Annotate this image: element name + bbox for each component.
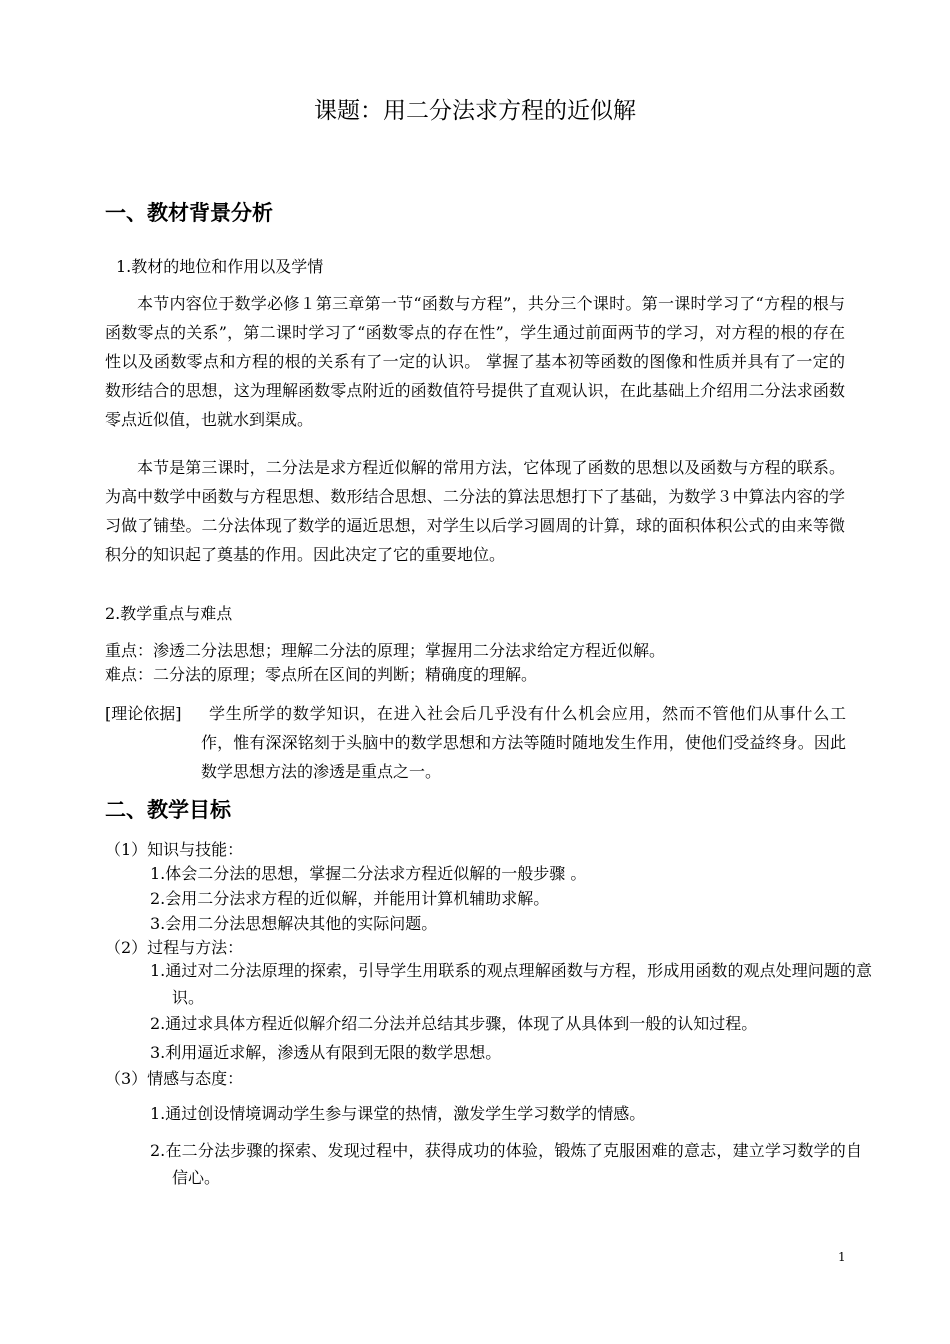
document-title: 课题：用二分法求方程的近似解 <box>314 98 636 124</box>
goal-group-label-process: （2）过程与方法： <box>105 938 244 957</box>
goal-group-label-knowledge: （1）知识与技能： <box>105 840 244 859</box>
section-heading-objectives: 二、教学目标 <box>105 798 231 822</box>
paragraph-background-2: 本节是第三课时，二分法是求方程近似解的常用方法，它体现了函数的思想以及函数与方程的联系。为高中数学中函数与方程思想、数形结合思想、二分法的算法思想打下了基础，为数学３中算法内容的学习做了铺垫。二分法体现了数学的逼近思想，对学生以后学习圆周的计算，球的面积体积公式的由来等微积分的知识起了奠基的作用。因此决定了它的重要地位。 <box>105 458 845 564</box>
subheading-position-role: 1.教材的地位和作用以及学情 <box>116 257 324 276</box>
key-points: 重点：渗透二分法思想；理解二分法的原理；掌握用二分法求给定方程近似解。 <box>105 641 666 660</box>
goal-item: 1.体会二分法的思想，掌握二分法求方程近似解的一般步骤 。 <box>150 864 587 883</box>
goal-item: 1.通过对二分法原理的探索，引导学生用联系的观点理解函数与方程，形成用函数的观点处理问题的意识。 <box>150 961 872 1007</box>
theory-basis-label: [理论依据] <box>105 704 182 723</box>
section-heading-background: 一、教材背景分析 <box>105 201 273 225</box>
theory-basis-text: 学生所学的数学知识，在进入社会后几乎没有什么机会应用，然而不管他们从事什么工作，惟有深深铭刻于头脑中的数学思想和方法等随时随地发生作用，使他们受益终身。因此数学思想方法的渗透是重点之一。 <box>201 704 846 781</box>
goal-item: 3.利用逼近求解，渗透从有限到无限的数学思想。 <box>150 1043 502 1062</box>
subheading-key-difficulty: 2.教学重点与难点 <box>105 604 233 623</box>
goal-group-label-attitude: （3）情感与态度： <box>105 1069 244 1088</box>
goal-item: 3.会用二分法思想解决其他的实际问题。 <box>150 914 438 933</box>
difficult-points: 难点：二分法的原理；零点所在区间的判断；精确度的理解。 <box>105 665 538 684</box>
goal-item: 2.会用二分法求方程的近似解，并能用计算机辅助求解。 <box>150 889 550 908</box>
goal-item: 2.在二分法步骤的探索、发现过程中，获得成功的体验，锻炼了克服困难的意志，建立学习数学的自信心。 <box>150 1141 862 1187</box>
goal-item: 1.通过创设情境调动学生参与课堂的热情，激发学生学习数学的情感。 <box>150 1104 646 1123</box>
page-number: 1 <box>838 1250 846 1264</box>
goal-item: 2.通过求具体方程近似解介绍二分法并总结其步骤，体现了从具体到一般的认知过程。 <box>150 1014 758 1033</box>
paragraph-background-1: 本节内容位于数学必修１第三章第一节“函数与方程”，共分三个课时。第一课时学习了“方程的根与函数零点的关系”，第二课时学习了“函数零点的存在性”，学生通过前面两节的学习，对方程的根的存在性以及函数零点和方程的根的关系有了一定的认识。 掌握了基本初等函数的图像和性质并具有了一定的数形结合的思想，这为理解函数零点附近的函数值符号提供了直观认识，在此基础上介绍用二分法求函数零点近似值，也就水到渠成。 <box>105 294 845 429</box>
